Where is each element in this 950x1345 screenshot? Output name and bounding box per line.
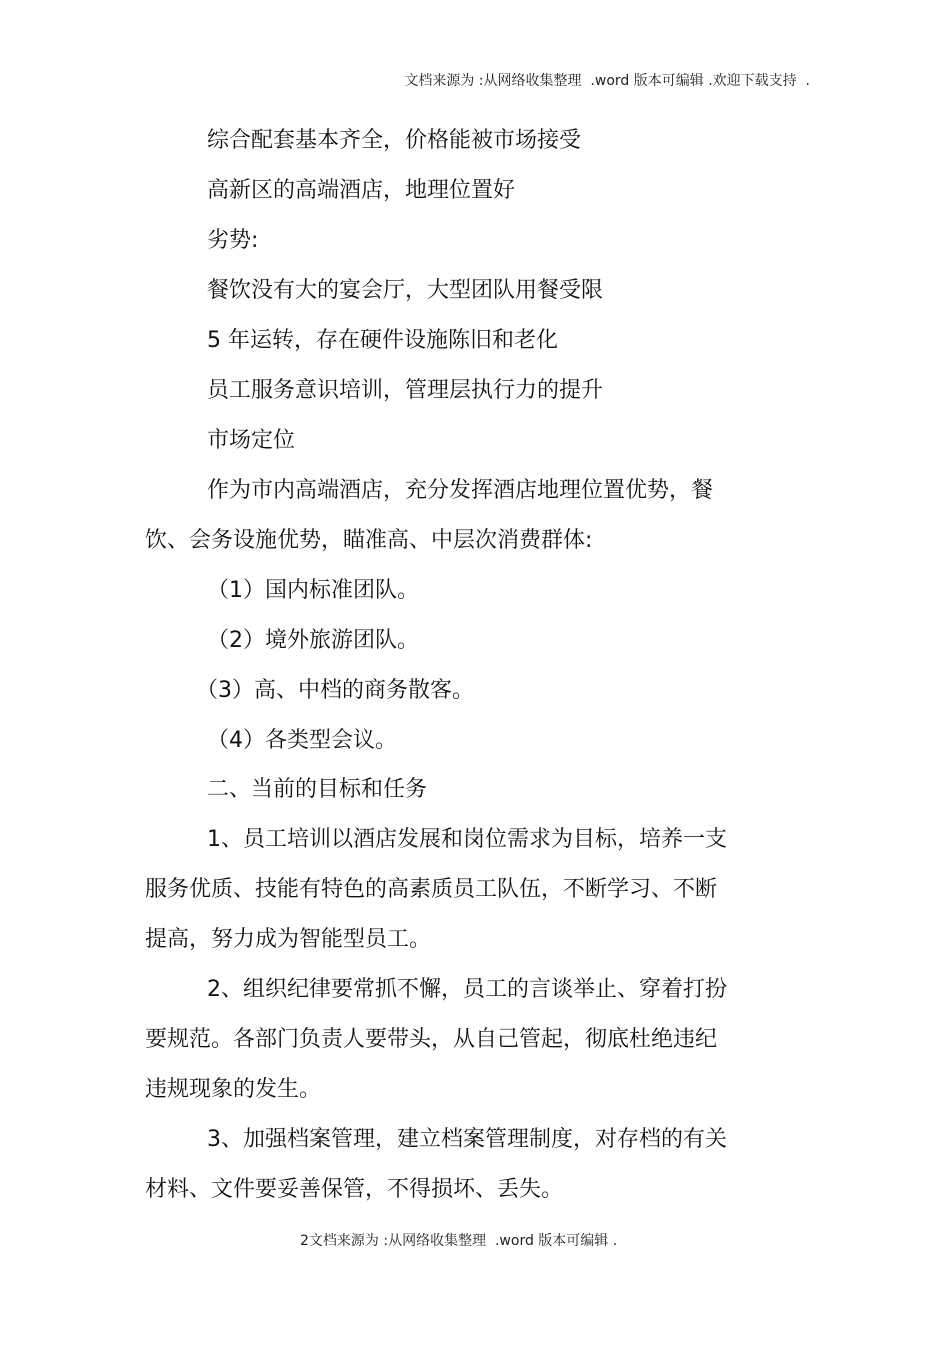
task-1-line-2: 服务优质、技能有特色的高素质员工队伍，不断学习、不断: [145, 877, 718, 902]
target-item-3: （3）高、中档的商务散客。: [196, 678, 474, 703]
section-2-heading: 二、当前的目标和任务: [207, 777, 428, 802]
page-footer: 2文档来源为 :从网络收集整理 .word 版本可编辑 .: [300, 1233, 618, 1249]
weakness-line-3: 员工服务意识培训，管理层执行力的提升: [207, 378, 604, 403]
positioning-paragraph-line-1: 作为市内高端酒店，充分发挥酒店地理位置优势，餐: [207, 478, 714, 503]
weakness-line-2: 5 年运转，存在硬件设施陈旧和老化: [207, 328, 558, 353]
target-item-1: （1）国内标准团队。: [207, 578, 419, 603]
strength-line-2: 高新区的高端酒店，地理位置好: [207, 178, 516, 203]
target-item-4: （4）各类型会议。: [207, 728, 397, 753]
task-1-line-1: 1、员工培训以酒店发展和岗位需求为目标，培养一支: [207, 827, 727, 852]
positioning-paragraph-line-2: 饮、会务设施优势，瞄准高、中层次消费群体:: [145, 528, 593, 553]
task-3-line-1: 3、加强档案管理，建立档案管理制度，对存档的有关: [207, 1127, 727, 1152]
task-2-line-3: 违规现象的发生。: [145, 1077, 322, 1102]
weakness-heading: 劣势:: [207, 228, 259, 253]
page-header: 文档来源为 :从网络收集整理 .word 版本可编辑 .欢迎下载支持 .: [404, 73, 810, 89]
weakness-line-1: 餐饮没有大的宴会厅，大型团队用餐受限: [207, 278, 604, 303]
positioning-heading: 市场定位: [207, 428, 296, 453]
task-2-line-2: 要规范。各部门负责人要带头，从自己管起，彻底杜绝违纪: [145, 1027, 718, 1052]
task-2-line-1: 2、组织纪律要常抓不懈，员工的言谈举止、穿着打扮: [207, 977, 727, 1002]
strength-line-1: 综合配套基本齐全，价格能被市场接受: [207, 128, 582, 153]
task-3-line-2: 材料、文件要妥善保管，不得损坏、丢失。: [145, 1177, 564, 1202]
task-1-line-3: 提高，努力成为智能型员工。: [145, 927, 432, 952]
target-item-2: （2）境外旅游团队。: [207, 628, 419, 653]
